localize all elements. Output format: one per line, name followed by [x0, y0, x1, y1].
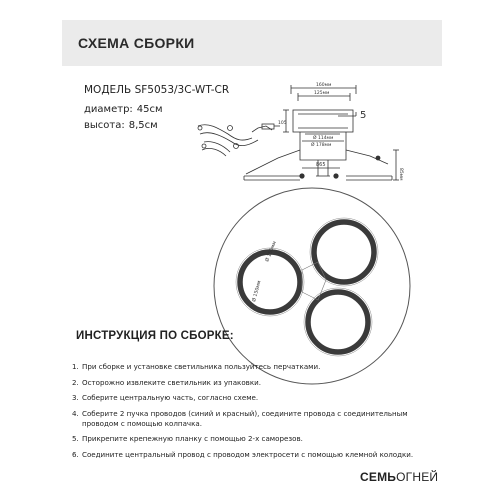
instruction-number: 3. — [72, 393, 79, 403]
callout-label: 5 — [360, 110, 367, 121]
brand-regular: ОГНЕЙ — [396, 470, 439, 484]
wiring-sketch — [198, 124, 280, 156]
height-label: высота: — [84, 120, 125, 131]
instruction-item — [72, 434, 492, 444]
dim-inner-2: Ø 178мм — [311, 143, 332, 148]
dim-right: 85мм — [398, 168, 403, 181]
instruction-number: 4. — [72, 409, 79, 419]
plan-view — [214, 188, 410, 384]
instruction-text: Соедините центральный провод с проводом электросети с помощью клемной колодки. — [82, 450, 414, 460]
instruction-number: 6. — [72, 450, 79, 460]
instruction-text: Соберите центральную часть, согласно схеме. — [82, 393, 259, 403]
instruction-text-continued: проводом с помощью колпачка. — [82, 418, 202, 428]
dim-top-1: 160мм — [316, 83, 332, 88]
dim-left: 105 — [278, 121, 287, 126]
instruction-text: Прикрепите крепежную планку с помощью 2-х саморезов. — [82, 434, 303, 444]
ring-dia-upper: Ø 150мм — [265, 240, 278, 263]
diameter-value: 45см — [136, 104, 163, 115]
page-title: СХЕМА СБОРКИ — [78, 35, 195, 51]
diameter-label: диаметр: — [84, 104, 133, 115]
instruction-item — [72, 450, 492, 460]
dim-bottom: 865 — [316, 162, 326, 168]
plan-labels — [250, 240, 278, 303]
instruction-text: Осторожно извлеките светильник из упаковки. — [82, 377, 261, 387]
brand-bold: СЕМЬ — [360, 470, 397, 484]
dim-inner-1: Ø 114мм — [313, 136, 334, 141]
instruction-text: При сборке и установке светильника пользуйтесь перчатками. — [82, 362, 321, 371]
elevation-labels — [278, 82, 404, 181]
ring-dia-lower: Ø 150мм — [252, 280, 263, 303]
instruction-number: 1. — [72, 362, 79, 371]
instruction-item — [72, 393, 492, 403]
instruction-number: 2. — [72, 377, 79, 387]
ring-upper-right — [310, 218, 378, 286]
instructions-title: ИНСТРУКЦИЯ ПО СБОРКЕ: — [76, 330, 234, 342]
model-name: МОДЕЛЬ SF5053/3C-WT-CR — [84, 84, 230, 96]
height-value: 8,5см — [128, 120, 158, 131]
instruction-item — [72, 362, 492, 372]
instruction-item — [72, 409, 492, 428]
instruction-text: Соберите 2 пучка проводов (синий и красный), соедините провода с соединительным — [82, 409, 408, 419]
brand-logo — [360, 470, 438, 484]
instructions-list — [72, 362, 492, 466]
instruction-number: 5. — [72, 434, 79, 444]
dim-top-2: 125мм — [314, 91, 330, 96]
overall-outline — [214, 188, 410, 384]
instruction-item — [72, 378, 492, 388]
